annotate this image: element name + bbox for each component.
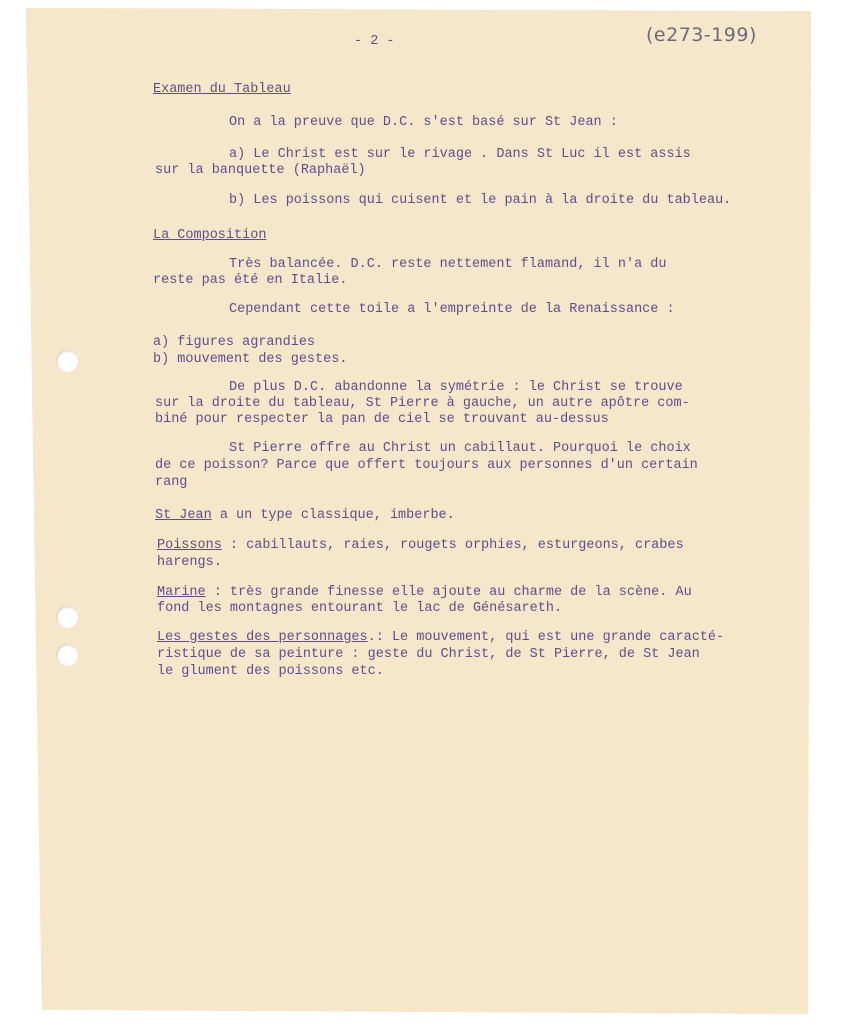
punch-hole [56,350,78,372]
examen-item-b: b) Les poissons qui cuisent et le pain à la droite du tableau. [229,193,732,208]
examen-intro: On a la preuve que D.C. s'est basé sur St Jean : [229,115,618,130]
poissons-label: Poissons [157,538,222,553]
composition-p4-line1: St Pierre offre au Christ un cabillaut. Pourquoi le choix [229,441,691,456]
poissons-line2: harengs. [157,555,222,570]
marine-line1 [157,585,692,601]
gestes-line1 [157,630,724,646]
marine-line2: fond les montagnes entourant le lac de Génésareth. [157,601,563,616]
composition-p2: Cependant cette toile a l'empreinte de la Renaissance : [229,302,675,317]
composition-p3-line1: De plus D.C. abandonne la symétrie : le Christ se trouve [229,380,683,395]
composition-item-a: a) figures agrandies [153,335,316,350]
examen-item-a-line1: a) Le Christ est sur le rivage . Dans St Luc il est assis [229,147,691,162]
punch-hole [56,644,78,666]
st-jean-text: a un type classique, imberbe. [211,508,455,523]
gestes-line2: ristique de sa peinture : geste du Christ, de St Pierre, de St Jean [157,647,700,662]
marine-text: : très grande finesse elle ajoute au charme de la scène. Au [205,585,692,600]
composition-p4-line3: rang [155,475,188,490]
punch-hole [56,606,78,628]
marine-label: Marine [157,585,206,600]
gestes-text: .: Le mouvement, qui est une grande caracté- [367,630,725,645]
composition-p4-line2: de ce poisson? Parce que offert toujours aux personnes d'un certain [155,458,698,473]
poissons-text: : cabillauts, raies, rougets orphies, esturgeons, crabes [221,538,684,553]
gestes-line3: le glument des poissons etc. [157,664,384,679]
composition-p1-line2: reste pas été en Italie. [153,273,348,288]
archive-annotation: (e273-199) [646,24,757,46]
page-number: - 2 - [354,34,395,49]
composition-p3-line2: sur la droite du tableau, St Pierre à gauche, un autre apôtre com- [155,396,690,411]
st-jean-line [155,508,455,524]
poissons-line1 [157,538,684,554]
composition-item-b: b) mouvement des gestes. [153,352,348,367]
composition-p3-line3: biné pour respecter la pan de ciel se trouvant au-dessus [155,412,609,427]
section-heading-composition: La Composition [153,228,267,243]
st-jean-label: St Jean [155,508,212,523]
composition-p1-line1: Très balancée. D.C. reste nettement flamand, il n'a du [229,257,667,272]
section-heading-examen: Examen du Tableau [153,82,291,97]
gestes-label: Les gestes des personnages [157,630,368,645]
examen-item-a-line2: sur la banquette (Raphaël) [155,163,366,178]
